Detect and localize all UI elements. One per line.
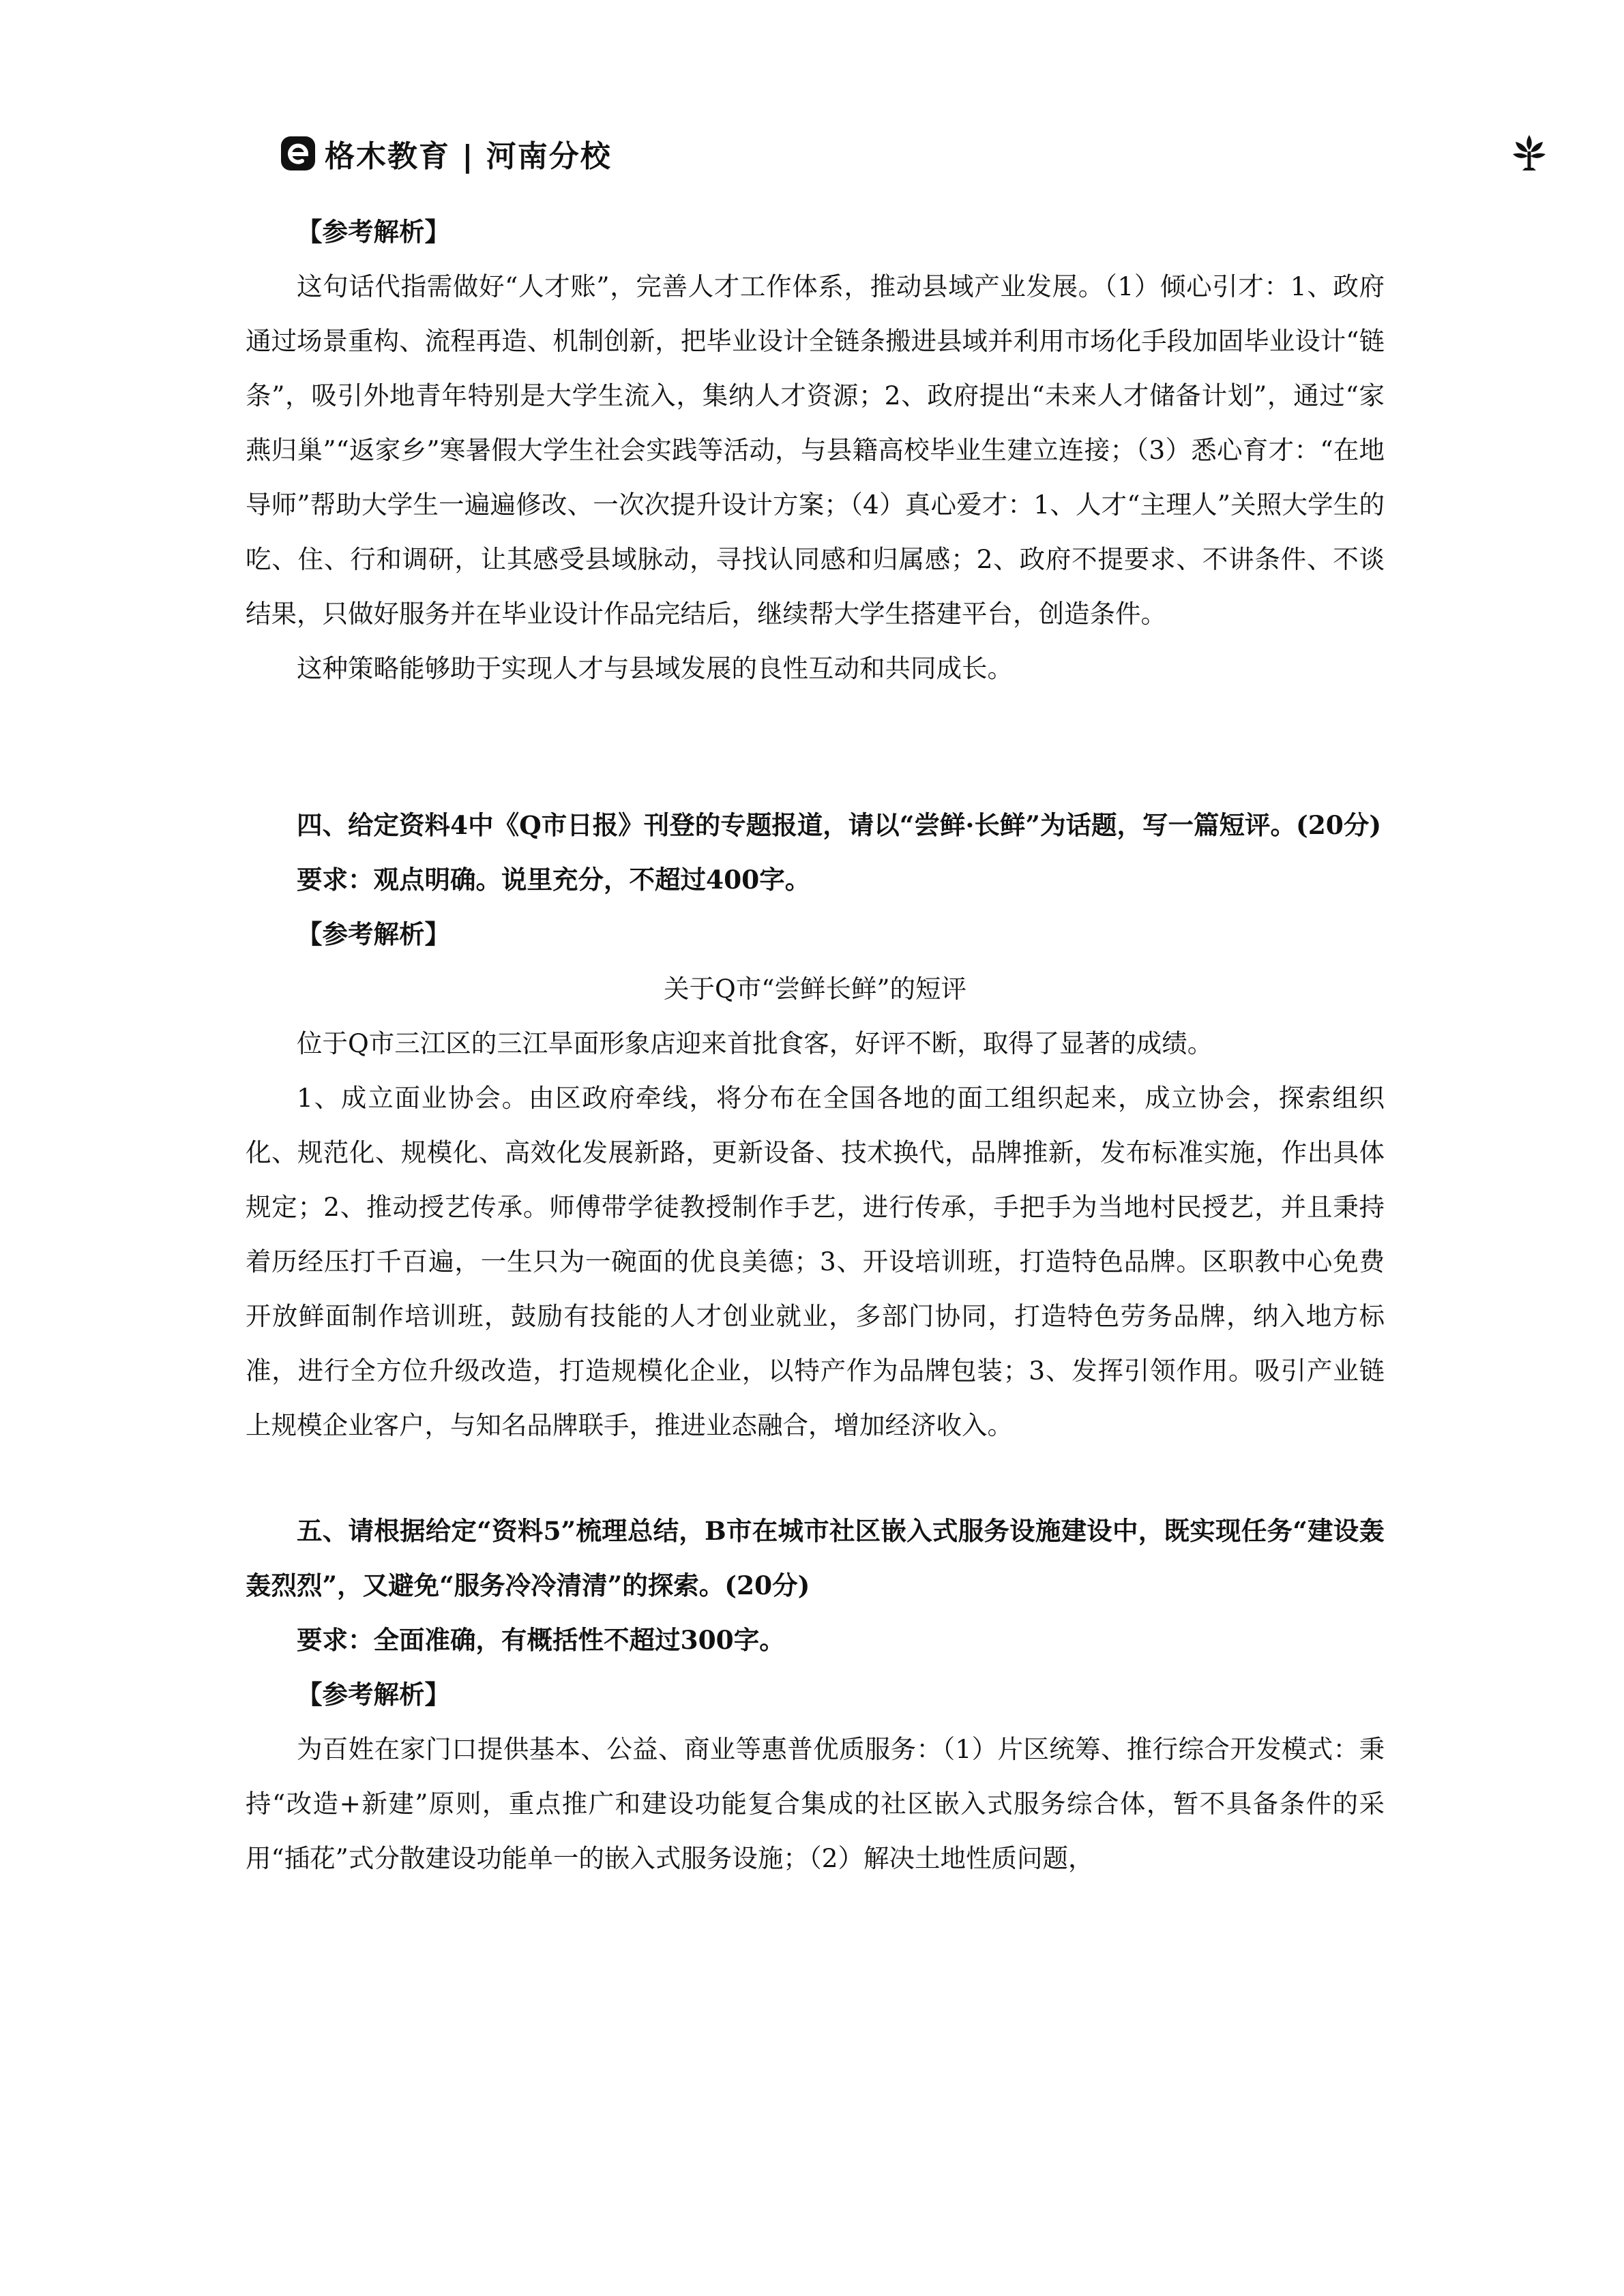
essay-body: 1、成立面业协会。由区政府牵线，将分布在全国各地的面工组织起来，成立协会，探索组织化、规范化、规模化、高效化发展新路，更新设备、技术换代，品牌推新，发布标准实施，作出具体规定；2、推动授艺传承。师傅带学徒教授制作手艺，进行传承，手把手为当地村民授艺，并且秉持着历经压打千百遍，一生只为一碗面的优良美德；3、开设培训班，打造特色品牌。区职教中心免费开放鲜面制作培训班，鼓励有技能的人才创业就业，多部门协同，打造特色劳务品牌，纳入地方标准，进行全方位升级改造，打造规模化企业，以特产作为品牌包装；3、发挥引领作用。吸引产业链上规模企业客户，与知名品牌联手，推进业态融合，增加经济收入。 [246,1083,1385,1440]
page-header [280,130,612,177]
reference-analysis-label: 【参考解析】 [297,919,450,949]
analysis-paragraph: 为百姓在家门口提供基本、公益、商业等惠普优质服务：（1）片区统筹、推行综合开发模式：秉持“改造+新建”原则，重点推广和建设功能复合集成的社区嵌入式服务综合体，暂不具备条件的采用“插花”式分散建设功能单一的嵌入式服务设施；（2）解决土地性质问题， [246,1734,1385,1873]
analysis-paragraph: 这句话代指需做好“人才账”，完善人才工作体系，推动县域产业发展。（1）倾心引才：1、政府通过场景重构、流程再造、机制创新，把毕业设计全链条搬进县域并利用市场化手段加固毕业设计“链条”，吸引外地青年特别是大学生流入，集纳人才资源；2、政府提出“未来人才储备计划”，通过“家燕归巢”“返家乡”寒暑假大学生社会实践等活动，与县籍高校毕业生建立连接；（3）悉心育才：“在地导师”帮助大学生一遍遍修改、一次次提升设计方案；（4）真心爱才：1、人才“主理人”关照大学生的吃、住、行和调研，让其感受县域脉动，寻找认同感和归属感；2、政府不提要求、不讲条件、不谈结果，只做好服务并在毕业设计作品完结后，继续帮大学生搭建平台，创造条件。 [246,271,1385,629]
essay-title: 关于Q市“尝鲜长鲜”的短评 [663,974,967,1004]
letter-e-logo-icon [280,135,316,172]
spacer [246,1452,1385,1504]
question-4-requirement: 要求：观点明确。说里充分，不超过400字。 [297,865,811,895]
reference-analysis-label: 【参考解析】 [297,217,450,247]
tree-logo-icon [1507,131,1551,175]
question-5-requirement: 要求：全面准确，有概括性不超过300字。 [297,1625,785,1655]
reference-analysis-label: 【参考解析】 [297,1680,450,1710]
essay-intro: 位于Q市三江区的三江旱面形象店迎来首批食客，好评不断，取得了显著的成绩。 [297,1028,1213,1058]
document-body [246,205,1385,1885]
question-5: 五、请根据给定“资料5”梳理总结，B市在城市社区嵌入式服务设施建设中，既实现任务“建设轰轰烈烈”，又避免“服务冷冷清清”的探索。(20分) [246,1516,1385,1600]
analysis-conclusion: 这种策略能够助于实现人才与县域发展的良性互动和共同成长。 [297,653,1013,683]
question-4: 四、给定资料4中《Q市日报》刊登的专题报道，请以“尝鲜·长鲜”为话题，写一篇短评。(20分) [297,810,1382,840]
brand-name: 格木教育 | 河南分校 [325,139,612,174]
spacer [246,696,1385,798]
